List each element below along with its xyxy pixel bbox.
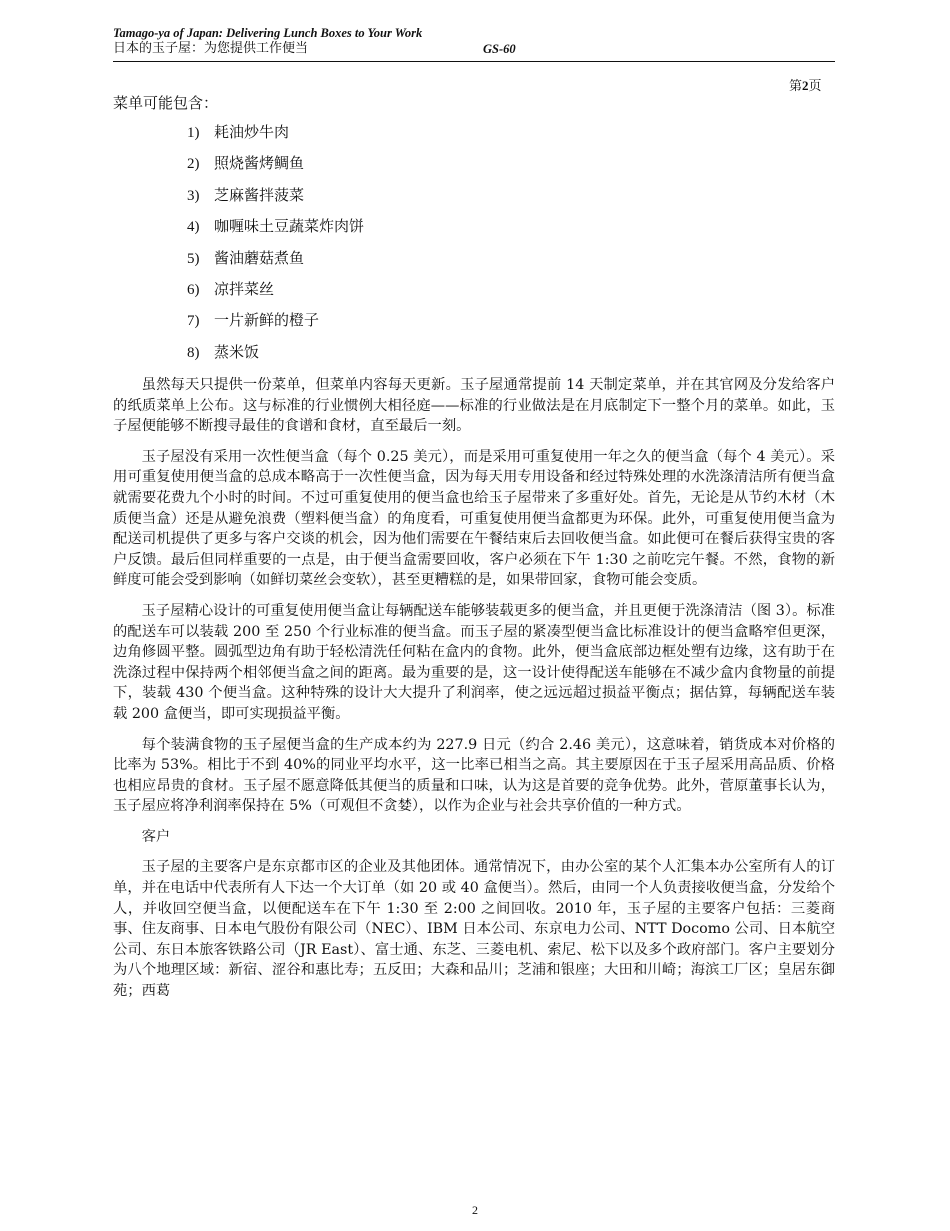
page-label-suffix: 页 (808, 79, 822, 94)
menu-item-text: 凉拌菜丝 (214, 279, 275, 298)
menu-item (187, 216, 364, 247)
case-code: GS-60 (483, 42, 516, 56)
page-label (789, 75, 822, 94)
paragraph-cost-ratio: 每个装满食物的玉子屋便当盒的生产成本约为 227.9 日元（约合 2.46 美元），这意味着，销货成本对价格的比率为 53%。相比于不到 40%的同业平均水平，这一比率已相当之高。其主要原因在于玉子屋采用高品质、价格也相应昂贵的食材。玉子屋不愿意降低其便当的质量和口味，认为这是首要的竞争优势。此外，菅原董事长认为，玉子屋应将净利润率保持在 5%（可观但不贪婪），以作为企业与社会共享价值的一种方式。 (113, 736, 835, 815)
menu-list (187, 122, 364, 373)
paragraph-menu-updates: 虽然每天只提供一份菜单，但菜单内容每天更新。玉子屋通常提前 14 天制定菜单，并在其官网及分发给客户的纸质菜单上公布。这与标准的行业惯例大相径庭——标准的行业做法是在月底制定下一整个月的菜单。如此，玉子屋便能够不断搜寻最佳的食谱和食材，直至最后一刻。 (113, 377, 835, 435)
menu-item-number: 1) (187, 125, 200, 141)
menu-item-text: 咖喱味土豆蔬菜炸肉饼 (214, 217, 365, 236)
menu-item-number: 4) (187, 219, 200, 236)
paragraph-box-design: 玉子屋精心设计的可重复使用便当盒让每辆配送车能够装载更多的便当盒，并且更便于洗涤清洁（图 3）。标准的配送车可以装载 200 至 250 个行业标准的便当盒。而玉子屋的紧凑型便当盒比标准设计的便当盒略窄但更深，边角修圆平整。圆弧型边角有助于轻松清洗任何粘在盒内的食物。此外，便当盒底部边框处塑有边缘，这有助于在洗涤过程中保持两个相邻便当盒之间的距离。最为重要的是，这一设计使得配送车能够在不减少盒内食物量的前提下，装载 430 个便当盒。这种特殊的设计大大提升了利润率，使之远远超过损益平衡点；据估算，每辆配送车装载 200 盒便当，即可实现损益平衡。 (113, 602, 835, 722)
menu-item-number: 2) (187, 156, 200, 173)
menu-intro: 菜单可能包含： (113, 94, 219, 112)
menu-item-number: 8) (187, 344, 200, 361)
menu-item (187, 310, 364, 341)
footer-page-number: 2 (472, 1203, 478, 1217)
menu-item (187, 248, 364, 279)
menu-item (187, 153, 364, 184)
menu-item-text: 耗油炒牛肉 (214, 123, 290, 141)
header-title-chinese: 日本的玉子屋：为您提供工作便当 (113, 41, 309, 56)
menu-item-number: 5) (187, 250, 200, 267)
header-row (113, 41, 835, 58)
menu-item (187, 279, 364, 310)
running-header (113, 26, 835, 58)
menu-item-number: 7) (187, 313, 200, 330)
menu-item (187, 342, 364, 373)
header-title-english: Tamago-ya of Japan: Delivering Lunch Boxes to Your Work (113, 26, 423, 40)
menu-item (187, 122, 364, 153)
menu-item-text: 芝麻酱拌菠菜 (214, 185, 305, 204)
page-label-number: 2 (802, 78, 809, 93)
menu-item-number: 6) (187, 281, 200, 298)
paragraph-reusable-boxes: 玉子屋没有采用一次性便当盒（每个 0.25 美元），而是采用可重复使用一年之久的便当盒（每个 4 美元）。采用可重复使用便当盒的总成本略高于一次性便当盒，因为每天用专用设备和经过特殊处理的水洗涤清洁所有便当盒就需要花费九个小时的时间。不过可重复使用的便当盒也给玉子屋带来了多重好处。首先，无论是从节约木材（木质便当盒）还是从避免浪费（塑料便当盒）的角度看，可重复使用便当盒都更为环保。此外，可重复使用便当盒为配送司机提供了更多与客户交谈的机会，因为他们需要在午餐结束后去回收便当盒。如此便可在餐后获得宝贵的客户反馈。最后但同样重要的一点是，由于便当盒需要回收，客户必须在下午 1:30 之前吃完午餐。不然，食物的新鲜度可能会受到影响（如鲜切菜丝会变软），甚至更糟糕的是，如果带回家，食物可能会变质。 (113, 448, 835, 589)
menu-item-text: 蒸米饭 (214, 342, 260, 361)
menu-item-text: 一片新鲜的橙子 (214, 311, 320, 330)
section-heading-customers: 客户 (141, 828, 171, 845)
page-label-prefix: 第 (789, 79, 803, 94)
body-text (113, 375, 835, 1012)
menu-item-text: 照烧酱烤鲷鱼 (214, 154, 305, 173)
menu-item-text: 酱油蘑菇煮鱼 (214, 248, 305, 267)
menu-item (187, 185, 364, 216)
header-divider (113, 61, 835, 62)
menu-item-number: 3) (187, 187, 200, 204)
paragraph-customers: 玉子屋的主要客户是东京都市区的企业及其他团体。通常情况下，由办公室的某个人汇集本办公室所有人的订单，并在电话中代表所有人下达一个大订单（如 20 或 40 盒便当）。然后，由同一个人负责接收便当盒，分发给个人，并收回空便当盒，以便配送车在下午 1:30 至 2:00 之间回收。2010 年，玉子屋的主要客户包括：三菱商事、住友商事、日本电气股份有限公司（NEC）、IBM 日本公司、东京电力公司、NTT Docomo 公司、日本航空公司、东日本旅客铁路公司（JR East）、富士通、东芝、三菱电机、索尼、松下以及多个政府部门。客户主要划分为八个地理区域：新宿、涩谷和惠比寿；五反田；大森和品川；芝浦和银座；大田和川崎；海滨工厂区；皇居东御苑；西葛 (113, 859, 835, 1000)
